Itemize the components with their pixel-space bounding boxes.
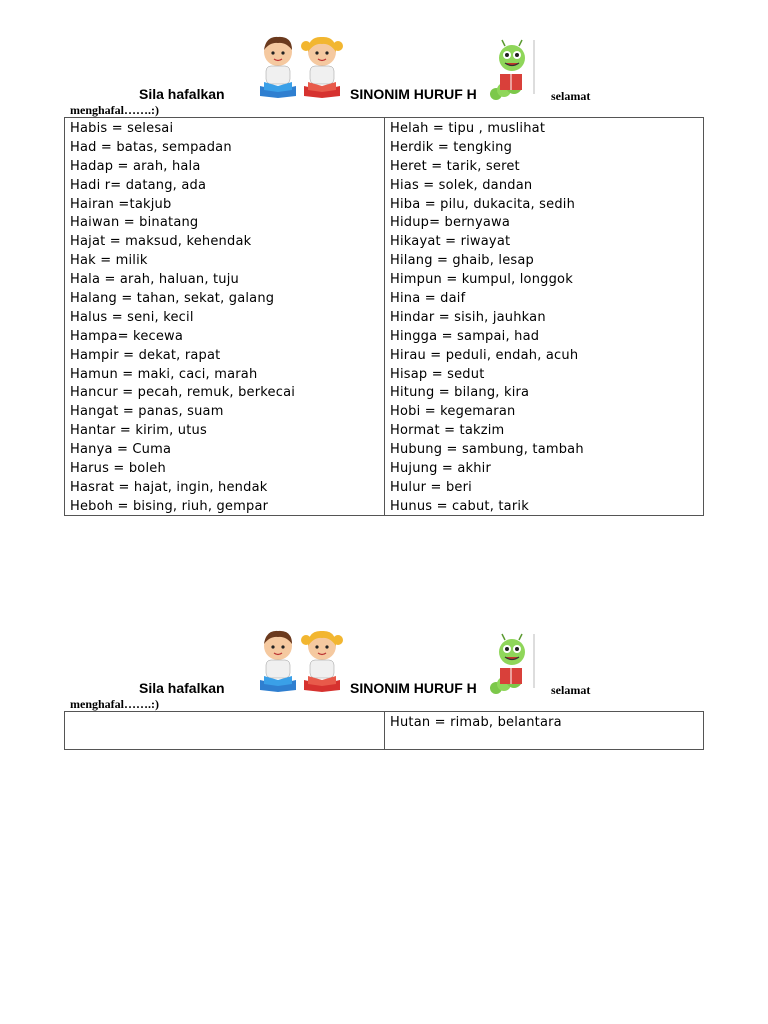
- list-item: Habis = selesai: [70, 121, 174, 136]
- list-item: Hampa= kecewa: [70, 328, 184, 344]
- list-item: Hairan =takjub: [70, 196, 172, 212]
- list-item: Hirau = peduli, endah, acuh: [390, 347, 579, 363]
- list-item: Hobi = kegemaran: [390, 404, 516, 420]
- synonym-column-left: [65, 712, 384, 749]
- worksheet-section-1: [0, 30, 768, 514]
- list-item: Hitung = bilang, kira: [390, 385, 530, 401]
- list-item: Hikayat = riwayat: [390, 234, 511, 250]
- kids-reading-icon: [256, 628, 348, 694]
- list-item: Hubung = sambung, tambah: [390, 442, 584, 458]
- list-item: Hingga = sampai, had: [390, 328, 540, 344]
- list-item: Hantar = kirim, utus: [70, 423, 207, 439]
- list-item: Halus = seni, kecil: [70, 309, 194, 325]
- list-item: Heboh = bising, riuh, gempar: [70, 498, 269, 514]
- list-item: Himpun = kumpul, longgok: [390, 272, 573, 288]
- list-item: Hadi r= datang, ada: [70, 177, 207, 193]
- section-header: [0, 30, 768, 120]
- list-item: Hisap = sedut: [390, 366, 485, 382]
- list-item: Hamun = maki, caci, marah: [70, 366, 258, 382]
- synonym-table: [64, 711, 704, 750]
- instruction-text: Sila hafalkan: [139, 680, 225, 696]
- list-item: Hidup= bernyawa: [390, 215, 511, 231]
- synonym-column-right: [384, 712, 703, 749]
- list-item: Harus = boleh: [70, 461, 166, 477]
- list-item: Hak = milik: [70, 253, 148, 269]
- list-item: Hajat = maksud, kehendak: [70, 234, 252, 250]
- list-item: Haiwan = binatang: [70, 215, 199, 231]
- list-item: Hampir = dekat, rapat: [70, 347, 221, 363]
- list-item: Hadap = arah, hala: [70, 158, 201, 174]
- list-item: Hormat = takzim: [390, 423, 505, 439]
- synonym-table: [64, 117, 704, 516]
- list-item: Hutan = rimab, belantara: [390, 715, 562, 730]
- worksheet-title: SINONIM HURUF H: [350, 86, 477, 102]
- list-item: Hasrat = hajat, ingin, hendak: [70, 479, 268, 495]
- bookworm-icon: [490, 38, 542, 100]
- list-item: Hilang = ghaib, lesap: [390, 253, 535, 269]
- worksheet-section-2: [0, 624, 768, 730]
- list-item: Heret = tarik, seret: [390, 158, 520, 174]
- list-item: Hunus = cabut, tarik: [390, 498, 529, 514]
- synonym-column-right: [384, 118, 703, 515]
- worksheet-title: SINONIM HURUF H: [350, 680, 477, 696]
- list-item: Hujung = akhir: [390, 461, 492, 477]
- greeting-continuation: menghafal…….:): [70, 103, 159, 117]
- greeting-text: selamat: [551, 89, 591, 103]
- list-item: Hulur = beri: [390, 479, 472, 495]
- bookworm-icon: [490, 632, 542, 694]
- list-item: Hangat = panas, suam: [70, 404, 224, 420]
- kids-reading-icon: [256, 34, 348, 100]
- list-item: Hiba = pilu, dukacita, sedih: [390, 196, 576, 212]
- greeting-text: selamat: [551, 683, 591, 697]
- list-item: Hindar = sisih, jauhkan: [390, 309, 546, 325]
- list-item: Had = batas, sempadan: [70, 139, 232, 155]
- list-item: Herdik = tengking: [390, 139, 513, 155]
- list-item: Helah = tipu , muslihat: [390, 121, 546, 136]
- section-header: [0, 624, 768, 714]
- greeting-continuation: menghafal…….:): [70, 697, 159, 711]
- synonym-column-left: [65, 118, 384, 515]
- list-item: Hancur = pecah, remuk, berkecai: [70, 385, 296, 401]
- list-item: Hanya = Cuma: [70, 442, 172, 458]
- list-item: Halang = tahan, sekat, galang: [70, 291, 275, 307]
- list-item: Hala = arah, haluan, tuju: [70, 272, 239, 288]
- list-item: Hias = solek, dandan: [390, 177, 533, 193]
- list-item: Hina = daif: [390, 291, 466, 307]
- instruction-text: Sila hafalkan: [139, 86, 225, 102]
